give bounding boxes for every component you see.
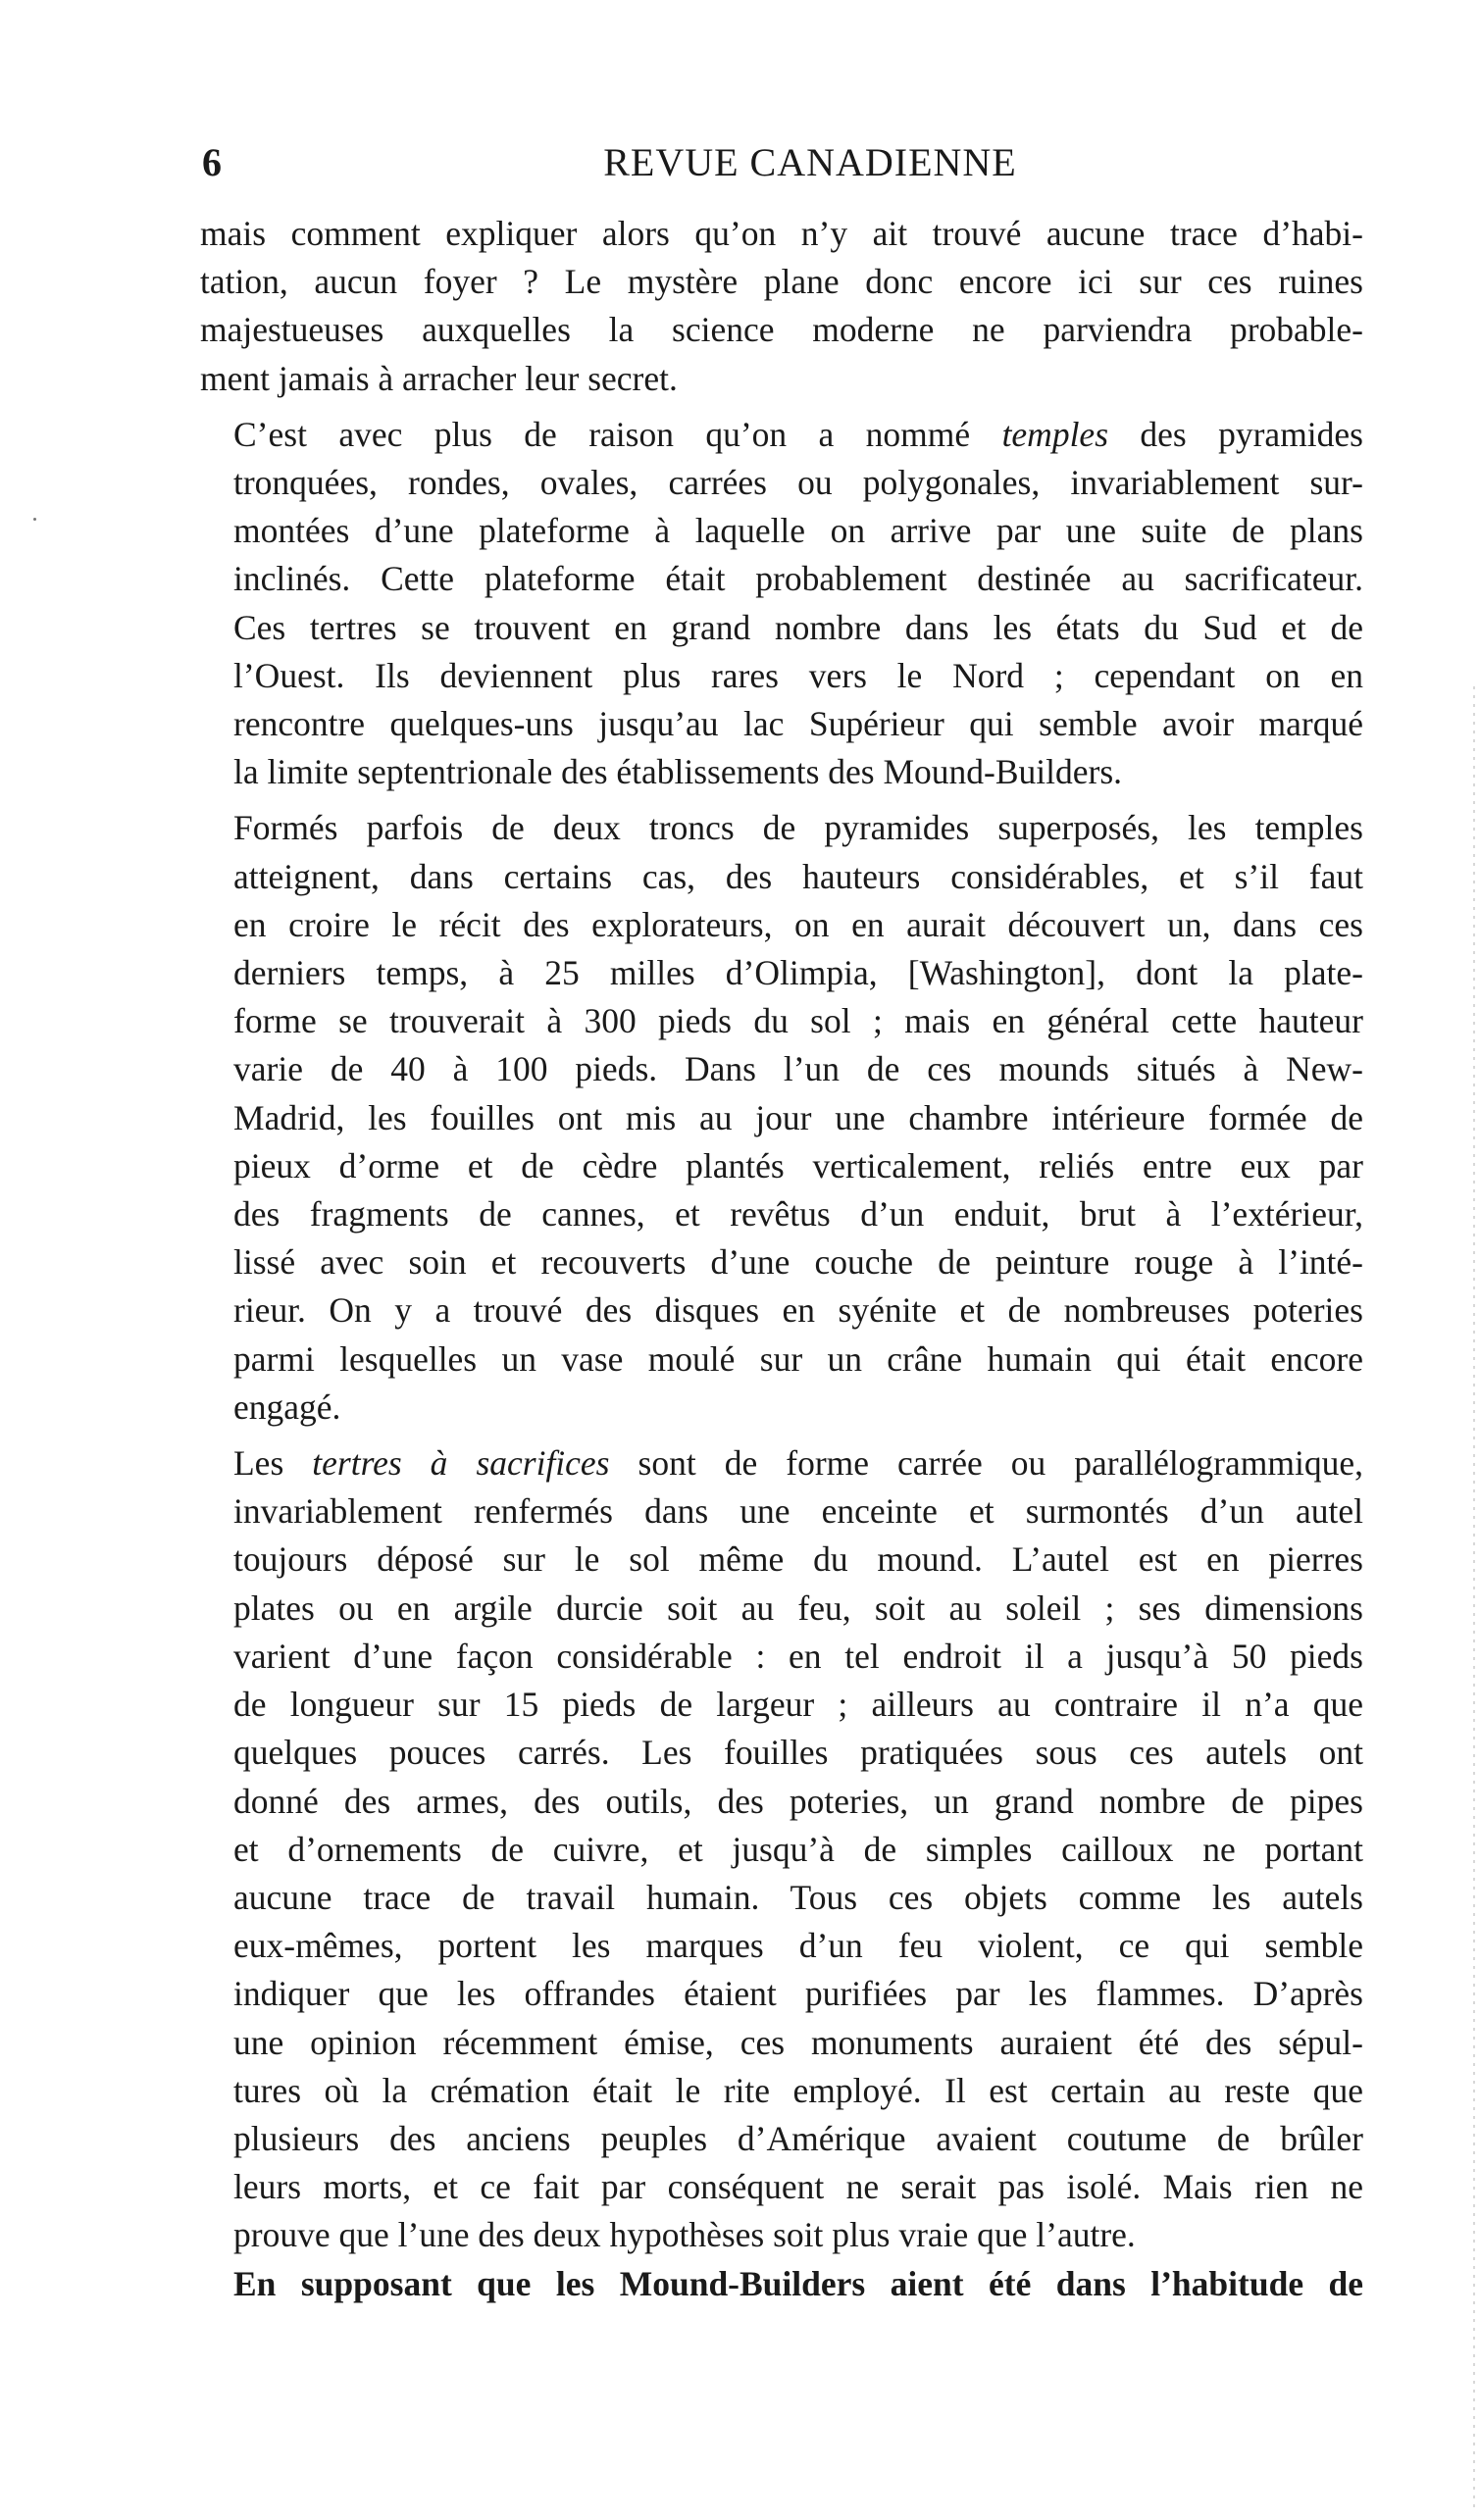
italic-term: temples	[1001, 414, 1109, 454]
text-line: invariablement renfermés dans une enceinte et surmontés d’un autel	[233, 1491, 1363, 1532]
text-line: l’Ouest. Ils deviennent plus rares vers le Nord ; cependant on en	[233, 655, 1363, 695]
paragraph-4	[200, 1439, 1363, 2259]
text-line: mais comment expliquer alors qu’on n’y ait trouvé aucune trace d’habi-	[200, 214, 1363, 253]
text-line: Madrid, les fouilles ont mis au jour une chambre intérieure formée de	[233, 1097, 1363, 1137]
text-line: quelques pouces carrés. Les fouilles pratiquées sous ces autels ont	[233, 1733, 1363, 1773]
text-line: toujours déposé sur le sol même du mound. L’autel est en pierres	[233, 1539, 1363, 1580]
text-line: aucune trace de travail humain. Tous ces objets comme les autels	[233, 1877, 1363, 1917]
text-line: leurs morts, et ce fait par conséquent ne serait pas isolé. Mais rien ne	[233, 2167, 1363, 2207]
scan-edge-shadow	[1473, 686, 1475, 2510]
text-line: tures où la crémation était le rite employé. Il est certain au reste que	[233, 2070, 1363, 2110]
text-line: plates ou en argile durcie soit au feu, soit au soleil ; ses dimensions	[233, 1588, 1363, 1628]
text-line: eux-mêmes, portent les marques d’un feu violent, ce qui semble	[233, 1926, 1363, 1966]
page-header	[202, 139, 1359, 198]
running-head: REVUE CANADIENNE	[603, 140, 1017, 184]
text-line: tronquées, rondes, ovales, carrées ou polygonales, invariablement sur-	[233, 463, 1363, 503]
text-line: et d’ornements de cuivre, et jusqu’à de simples cailloux ne portant	[233, 1829, 1363, 1869]
text-line: prouve que l’une des deux hypothèses soit plus vraie que l’autre.	[233, 2215, 1136, 2255]
text-line: la limite septentrionale des établissements des Mound-Builders.	[233, 752, 1123, 792]
paragraph-1	[200, 210, 1363, 403]
page-number: 6	[202, 140, 222, 184]
text-line: plusieurs des anciens peuples d’Amérique avaient coutume de brûler	[233, 2118, 1363, 2158]
text-line: rieur. On y a trouvé des disques en syénite et de nombreuses poteries	[233, 1290, 1363, 1331]
text-line: montées d’une plateforme à laquelle on arrive par une suite de plans	[233, 511, 1363, 551]
text-line: indiquer que les offrandes étaient purifiées par les flammes. D’après	[233, 1974, 1363, 2014]
margin-speck	[33, 518, 36, 521]
text-line: atteignent, dans certains cas, des hauteurs considérables, et s’il faut	[233, 856, 1363, 896]
text-line: varie de 40 à 100 pieds. Dans l’un de ces mounds situés à New-	[233, 1049, 1363, 1089]
text-line: de longueur sur 15 pieds de largeur ; ailleurs au contraire il n’a que	[233, 1685, 1363, 1725]
text-line: lissé avec soin et recouverts d’une couche de peinture rouge à l’inté-	[233, 1242, 1363, 1283]
text-line: Les tertres à sacrifices sont de forme carrée ou parallélogrammique,	[233, 1443, 1363, 1484]
text-line: derniers temps, à 25 milles d’Olimpia, [Washington], dont la plate-	[233, 953, 1363, 993]
text-line: Ces tertres se trouvent en grand nombre dans les états du Sud et de	[233, 607, 1363, 647]
text-line: En supposant que les Mound-Builders aient été dans l’habitude de	[233, 2263, 1363, 2303]
text-line: en croire le récit des explorateurs, on en aurait découvert un, dans ces	[233, 904, 1363, 944]
text-line: ment jamais à arracher leur secret.	[200, 358, 678, 398]
text-line: inclinés. Cette plateforme était probablement destinée au sacrificateur.	[233, 559, 1363, 599]
italic-term: tertres à sacrifices	[312, 1443, 610, 1484]
text-line: C’est avec plus de raison qu’on a nommé temples des pyramides	[233, 414, 1363, 454]
text-line: tation, aucun foyer ? Le mystère plane donc encore ici sur ces ruines	[200, 262, 1363, 302]
text-line: des fragments de cannes, et revêtus d’un enduit, brut à l’extérieur,	[233, 1194, 1363, 1235]
text-line: donné des armes, des outils, des poteries, un grand nombre de pipes	[233, 1781, 1363, 1821]
paragraph-2	[200, 411, 1363, 797]
text-line: une opinion récemment émise, ces monuments auraient été des sépul-	[233, 2022, 1363, 2062]
body-text	[200, 210, 1363, 2308]
text-line: varient d’une façon considérable : en tel endroit il a jusqu’à 50 pieds	[233, 1636, 1363, 1676]
text-line: Formés parfois de deux troncs de pyramides superposés, les temples	[233, 808, 1363, 848]
paragraph-5	[200, 2260, 1363, 2308]
text-line: forme se trouverait à 300 pieds du sol ; mais en général cette hauteur	[233, 1001, 1363, 1041]
text-line: parmi lesquelles un vase moulé sur un crâne humain qui était encore	[233, 1338, 1363, 1379]
text-line: pieux d’orme et de cèdre plantés verticalement, reliés entre eux par	[233, 1145, 1363, 1185]
text-line: engagé.	[233, 1386, 341, 1427]
text-line: majestueuses auxquelles la science moderne ne parviendra probable-	[200, 310, 1363, 350]
text-line: rencontre quelques-uns jusqu’au lac Supérieur qui semble avoir marqué	[233, 704, 1363, 744]
paragraph-3	[200, 804, 1363, 1432]
